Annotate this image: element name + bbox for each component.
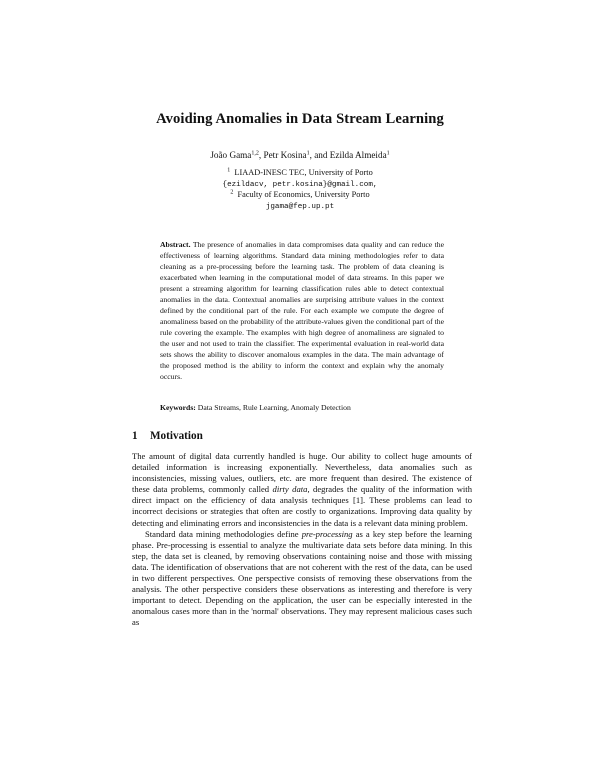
author-affil-mark: 1,2 [251,150,259,157]
keywords-label: Keywords: [160,403,196,412]
paragraph [132,451,472,529]
author-name: Petr Kosina [263,150,307,160]
paragraph-text: Standard data mining methodologies define [145,528,302,539]
paper-title: Avoiding Anomalies in Data Stream Learning [156,111,444,127]
affiliation-1 [0,168,600,179]
affil-name: LIAAD-INESC TEC, University of Porto [234,168,373,177]
affil-mark: 1 [227,167,231,174]
affil-mark: 2 [230,189,234,196]
keywords [160,402,444,413]
section-body [132,451,472,629]
section-title: Motivation [150,430,203,442]
author-affil-mark: 1 [386,150,390,157]
author-affil-mark: 1 [306,150,310,157]
paragraph [132,529,472,629]
paragraph-text: as a key step before the learning phase. Pre-processing is essential to analyze the multivariate data sets before data mining. In this step, the data set is cleaned, by removing observations containing noise and those with missing data. The identification of observations that are not coherent with the rest of the data, can be used in two different perspectives. One perspective consists of removing these observations from the analysis. The other perspective considers these observations as interesting and therefore is very important to detect. Depending on the application, the user can be especially interested in the anomalous cases more than in the 'normal' observations. They may represent malicious cases such as [132,528,472,628]
emphasis-text: dirty data [272,484,308,495]
abstract-label: Abstract. [160,240,191,249]
author-separator: , and [309,150,330,160]
affiliation-2-email [0,201,600,213]
section-number: 1 [132,430,138,442]
abstract [160,239,444,382]
email-address: {ezildacv, petr.kosina}@gmail.com, [222,181,378,189]
keywords-text: Data Streams, Rule Learning, Anomaly Detection [197,403,351,412]
emphasis-text: pre-processing [301,528,353,539]
email-address: jgama@fep.up.pt [265,203,335,211]
author-line [0,150,600,160]
paragraph-text: , degrades the quality of the information with direct impact on the efficiency of data analysis techniques [1]. These problems can lead to incorrect decisions or strategies that often are costly to organizations. Improving data quality by detecting and eliminating errors and inconsistencies in the data is a relevant data mining problem. [132,484,472,528]
abstract-text: The presence of anomalies in data compromises data quality and can reduce the effectiveness of learning algorithms. Standard data mining methodologies refer to data cleaning as a pre-processing before the learning task. The problem of data cleaning is exacerbated when learning in the computational model of data streams. In this paper we present a streaming algorithm for learning classification rules able to detect contextual anomalies in the data. Contextual anomalies are surprising attribute values in the context defined by the conditional part of the rule. For each example we compute the degree of anomaliness based on the probability of the attribute-values given the conditional part of the rule covering the example. The examples with high degree of anomaliness are signaled to the user and not used to train the classifier. The experimental evaluation in real-world data sets shows the ability to discover anomalous examples in the data. The main advantage of the proposed method is the ability to inform the context and explain why the anomaly occurs. [160,240,444,381]
author-separator: , [258,150,264,160]
author-name: Ezilda Almeida [329,150,387,160]
affiliation-1-email [0,179,600,191]
author-name: João Gama [210,150,252,160]
paragraph-text: The amount of digital data currently handled is huge. Our ability to collect huge amounts of detailed information is increasing exponentially. Nevertheless, data anomalies such as inconsistencies, missing values, outliers, etc. are more frequent than desired. The existence of these data problems, commonly called [132,451,472,495]
section-heading [132,430,203,442]
affiliation-2 [0,190,600,201]
affil-name: Faculty of Economics, University Porto [237,190,370,199]
